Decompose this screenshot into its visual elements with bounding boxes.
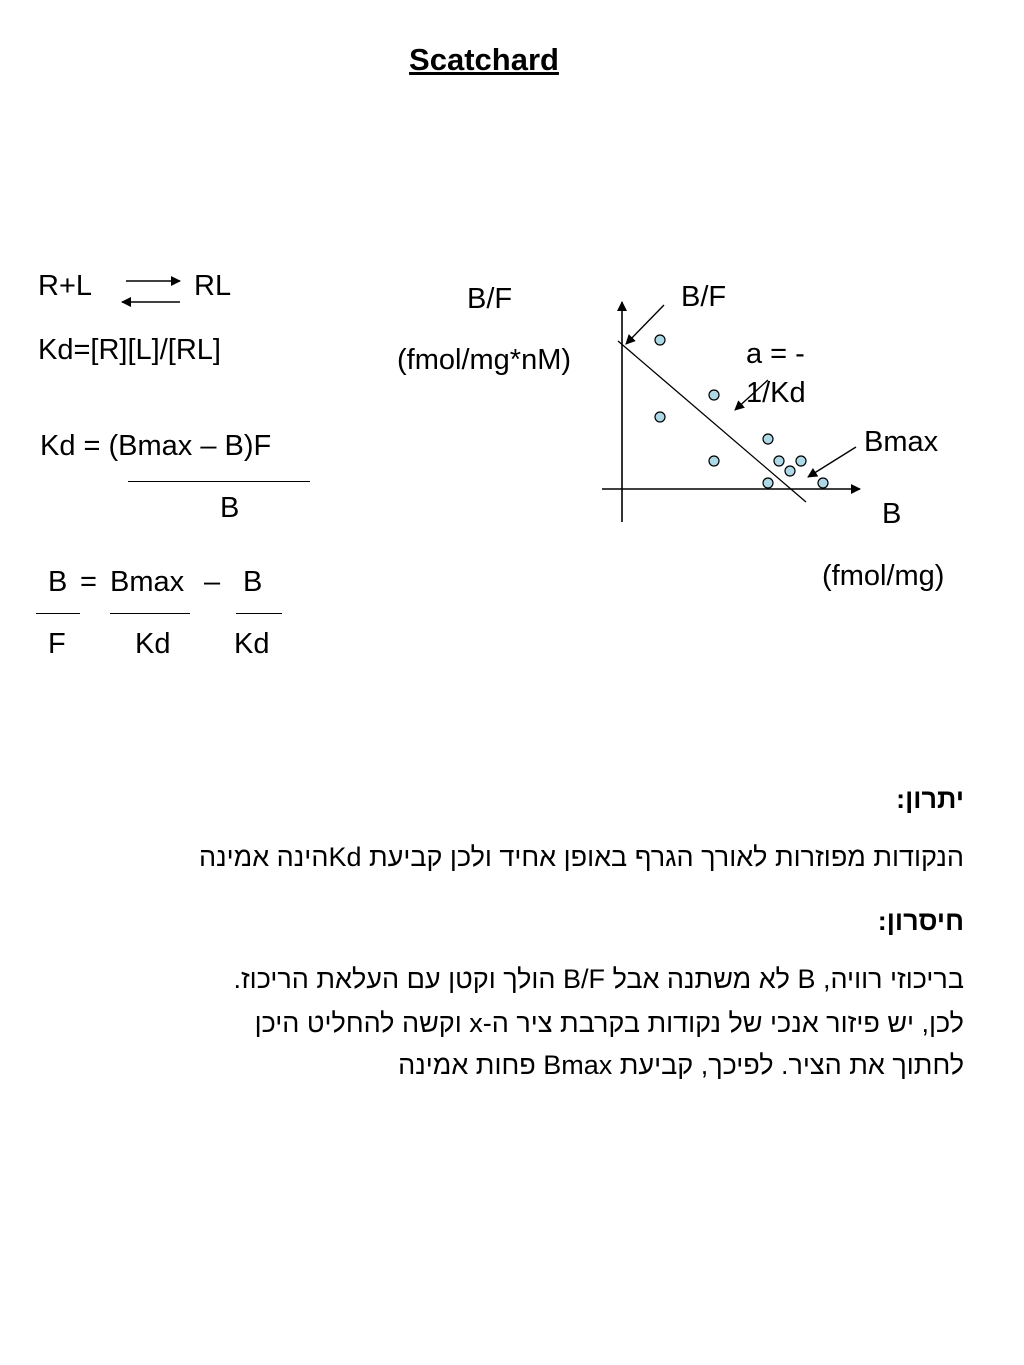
scatchard-b2: B <box>243 566 263 598</box>
reaction-right: RL <box>194 270 232 302</box>
scatchard-equals: = <box>80 566 97 598</box>
x-axis-label: B <box>882 498 902 530</box>
scatchard-bmax: Bmax <box>110 566 185 598</box>
annotation-y-intercept: B/F <box>681 281 727 313</box>
data-point <box>709 456 719 466</box>
slope-arrow <box>735 380 768 410</box>
advantage-heading: יתרון: <box>896 784 964 814</box>
data-point <box>763 478 773 488</box>
disadvantage-line-2: לכן, יש פיזור אנכי של נקודות בקרבת ציר ה-x וקשה להחליט היכן <box>254 1008 964 1038</box>
data-point <box>709 390 719 400</box>
scatchard-b: B <box>48 566 68 598</box>
scatchard-kd-1: Kd <box>135 628 171 660</box>
y-axis-label: B/F <box>467 283 513 315</box>
kd-definition: Kd=[R][L]/[RL] <box>38 334 221 366</box>
data-point <box>655 335 665 345</box>
reaction-left: R+L <box>38 270 93 302</box>
disadvantage-line-1: בריכוזי רוויה, B לא משתנה אבל B/F הולך וקטן עם העלאת הריכוז. <box>233 964 964 994</box>
kd-fraction-numerator: Kd = (Bmax – B)F <box>40 430 272 462</box>
annotation-slope-line1: a = - <box>746 338 805 370</box>
kd-fraction-denominator: B <box>220 492 240 524</box>
scatchard-f: F <box>48 628 66 660</box>
annotation-bmax: Bmax <box>864 426 939 458</box>
scatchard-minus: – <box>204 566 221 598</box>
data-point <box>818 478 828 488</box>
disadvantage-line-3: לחתוך את הציר. לפיכך, קביעת Bmax פחות אמינה <box>398 1050 964 1080</box>
annotation-slope-line2: 1/Kd <box>746 377 806 409</box>
disadvantage-heading: חיסרון: <box>877 906 964 936</box>
data-points <box>655 335 828 488</box>
advantage-text: הנקודות מפוזרות לאורך הגרף באופן אחיד ולכן קביעת Kdהינה אמינה <box>199 842 964 872</box>
x-axis-unit: (fmol/mg) <box>822 560 945 592</box>
data-point <box>774 456 784 466</box>
scatchard-kd-2: Kd <box>234 628 270 660</box>
data-point <box>796 456 806 466</box>
bmax-arrow <box>808 447 856 477</box>
page-title: Scatchard <box>409 42 559 77</box>
regression-line <box>618 341 806 502</box>
data-point <box>763 434 773 444</box>
data-point <box>785 466 795 476</box>
y-axis-unit: (fmol/mg*nM) <box>397 344 572 376</box>
data-point <box>655 412 665 422</box>
